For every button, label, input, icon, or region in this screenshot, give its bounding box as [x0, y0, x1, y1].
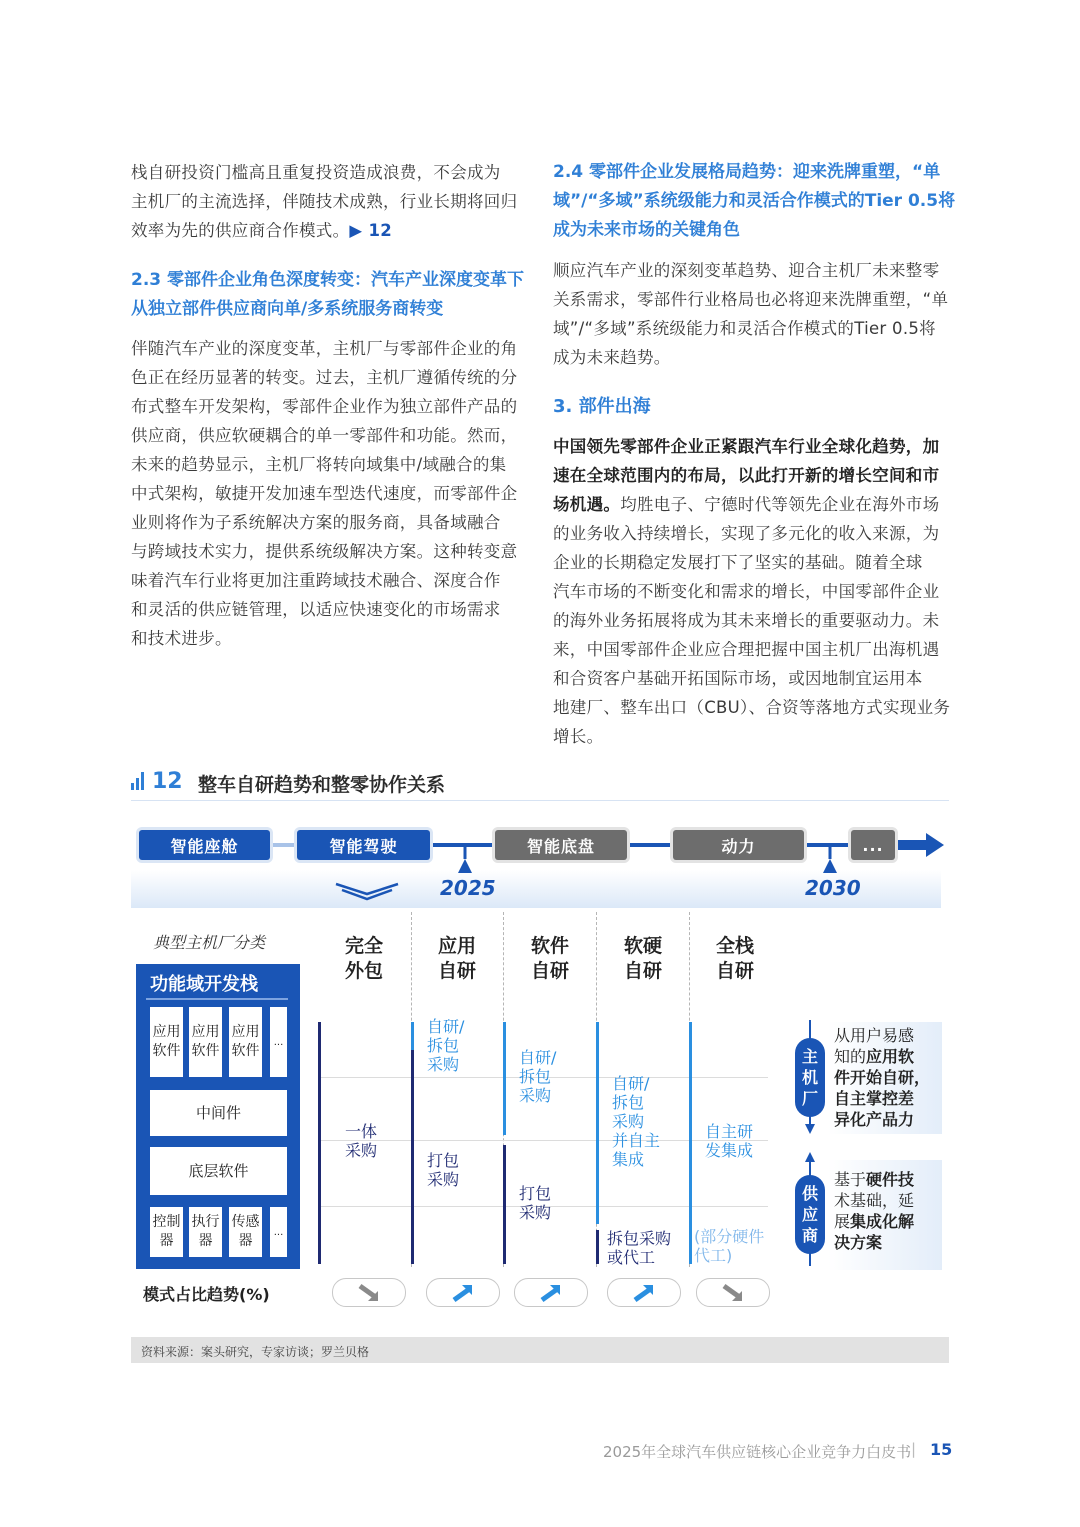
col5-light-bar [689, 1022, 692, 1264]
footer-separator: | [911, 1440, 917, 1458]
stack-actuator: 执行 器 [189, 1207, 222, 1257]
col3-navy-bar [503, 1145, 506, 1264]
col2-light-bar [411, 1022, 414, 1050]
stack-app-software: 应用 软件 [150, 1007, 183, 1077]
trend-label: 模式占比趋势(%) [143, 1285, 270, 1304]
figure-reference-link[interactable]: ▶ 12 [349, 221, 393, 240]
timeline-item-smart-cockpit: 智能座舱 [139, 830, 270, 860]
arrow-down-right-icon [720, 1283, 746, 1303]
col3-top-label: 自研/ 拆包 采购 [519, 1048, 557, 1105]
col-head-sw-hw-self: 软硬 自研 [623, 935, 662, 982]
stack-middleware: 中间件 [150, 1090, 287, 1136]
figure-number: 12 [152, 769, 183, 794]
arrow-up-right-icon [538, 1283, 564, 1303]
timeline-item-power: 动力 [673, 830, 804, 860]
stack-sensor: 传感 器 [229, 1207, 262, 1257]
col4-top-label: 自研/ 拆包 采购 并自主 集成 [612, 1074, 661, 1169]
col3-bottom-label: 打包 采购 [519, 1184, 552, 1222]
chart-bars-icon [131, 772, 147, 790]
figure-title-rule [131, 800, 949, 801]
left-paragraph-2: 伴随汽车产业的深度变革，主机厂与零部件企业的角 色正在经历显著的转变。过去，主机厂遵循传统的分 布式整车开发架构，零部件企业作为独立部件产品的 供应商，供应软硬耦合的单一零部件和功能。然而， 未来的趋势显示，主机厂将转向域集中/域融合的集 中式架构，敏捷开发加速车型迭代速度，而零部件企 业则将作为子系统解决方案的服务商，具备域融合 与跨域技术实力，提供系统级解决方案。这种转变意 味着汽车行业将更加注重跨域技术融合、深度合作 和灵活的供应链管理，以适应快速变化的市场需求 和技术进步。 [131, 339, 518, 648]
trend-pill-col4 [607, 1278, 681, 1307]
section-heading-2-4: 2.4 零部件企业发展格局趋势：迎来洗牌重塑，“单 域”/“多域”系统级能力和灵活合作模式的Tier 0.5将 成为未来市场的关键角色 [553, 162, 956, 240]
col1-label: 一体 采购 [345, 1122, 378, 1160]
timeline-item-smart-driving: 智能驾驶 [297, 830, 430, 860]
col5-bottom-label: (部分硬件 代工) [694, 1227, 765, 1265]
arrow-down-right-icon [356, 1283, 382, 1303]
section-heading-3: 3. 部件出海 [553, 396, 651, 417]
col4-navy-bar [596, 1230, 599, 1264]
trend-pill-col1 [332, 1278, 406, 1307]
section-heading-2-3: 2.3 零部件企业角色深度转变：汽车产业深度变革下 从独立部件供应商向单/多系统服务商转变 [131, 270, 525, 319]
trend-pill-col2 [426, 1278, 500, 1307]
col-head-app-self: 应用 自研 [437, 935, 476, 982]
stack-app-software: 应用 软件 [229, 1007, 262, 1077]
trend-pill-col5 [696, 1278, 770, 1307]
col1-navy-bar [318, 1022, 321, 1264]
col5-top-label: 自主研 发集成 [705, 1122, 754, 1160]
supplier-badge: 供 应 商 [795, 1175, 825, 1254]
stack-title-rule [146, 998, 288, 1000]
arrow-up-right-icon [450, 1283, 476, 1303]
stack-hw-more: ... [270, 1207, 287, 1257]
year-2030: 2030 [805, 876, 861, 900]
oem-badge: 主 机 厂 [795, 1038, 825, 1117]
trend-pill-col3 [514, 1278, 588, 1307]
right-paragraph-1: 顺应汽车产业的深刻变革趋势、迎合主机厂未来整零 关系需求，零部件行业格局也必将迎来洗牌重塑，“单 域”/“多域”系统级能力和灵活合作模式的Tier 0.5将 成为未来趋势。 [553, 261, 949, 367]
timeline-item-more: ... [851, 830, 895, 860]
timeline-line-light [270, 843, 300, 847]
timeline-item-smart-chassis: 智能底盘 [495, 830, 627, 860]
row-guide [318, 1140, 768, 1141]
figure-title: 整车自研趋势和整零协作关系 [198, 774, 446, 796]
stack-base-software: 底层软件 [150, 1147, 287, 1195]
col4-light-bar [596, 1022, 599, 1224]
double-chevron-down-icon [334, 880, 400, 902]
oem-description: 从用户易感 知的应用软 件开始自研， 自主掌控差 异化产品力 [834, 1026, 931, 1129]
col2-top-label: 自研/ 拆包 采购 [427, 1017, 465, 1074]
arrow-up-right-icon [631, 1283, 657, 1303]
page-number: 15 [930, 1440, 953, 1459]
col4-bottom-label: 拆包采购 或代工 [607, 1229, 672, 1267]
stack-app-software: 应用 软件 [189, 1007, 222, 1077]
stack-app-more: ... [270, 1007, 287, 1077]
col2-bottom-label: 打包 采购 [427, 1151, 460, 1189]
stack-controller: 控制 器 [150, 1207, 183, 1257]
right-paragraph-2: 中国领先零部件企业正紧跟汽车行业全球化趋势，加 速在全球范围内的布局，以此打开新的增长空间和市 场机遇。均胜电子、宁德时代等领先企业在海外市场 的业务收入持续增长，实现了多元化的收入来源，为 企业的长期稳定发展打下了坚实的基础。随着全球 汽车市场的不断变化和需求的增长，中国零部件企业 的海外业务拓展将成为其未来增长的重要驱动力。未 来，中国零部件企业应合理把握中国主机厂出海机遇 和合资客户基础开拓国际市场，或因地制宜运用本 地建厂、整车出口（CBU）、合资等落地方式实现业务 增长。 [553, 437, 951, 746]
stack-title: 功能域开发栈 [150, 974, 258, 995]
oem-class-label: 典型主机厂分类 [153, 933, 266, 952]
col-head-software-self: 软件 自研 [530, 935, 569, 982]
footer-title: 2025年全球汽车供应链核心企业竞争力白皮书 [603, 1443, 912, 1461]
col-head-full-stack-self: 全栈 自研 [715, 935, 754, 982]
timeline-arrowhead-icon [898, 833, 944, 857]
year-marker-2025-icon [457, 845, 473, 875]
col-head-full-outsource: 完全 外包 [344, 935, 383, 982]
left-paragraph-1: 栈自研投资门槛高且重复投资造成浪费，不会成为 主机厂的主流选择，伴随技术成熟，行业长期将回归 效率为先的供应商合作模式。▶ 12 [131, 163, 518, 240]
year-marker-2030-icon [822, 845, 838, 875]
col3-light-bar [503, 1022, 506, 1135]
source-text: 资料来源：案头研究，专家访谈；罗兰贝格 [141, 1345, 370, 1359]
supplier-description: 基于硬件技 术基础，延 展集成化解 决方案 [834, 1170, 915, 1252]
year-2025: 2025 [440, 876, 496, 900]
col2-navy-bar [411, 1050, 414, 1264]
